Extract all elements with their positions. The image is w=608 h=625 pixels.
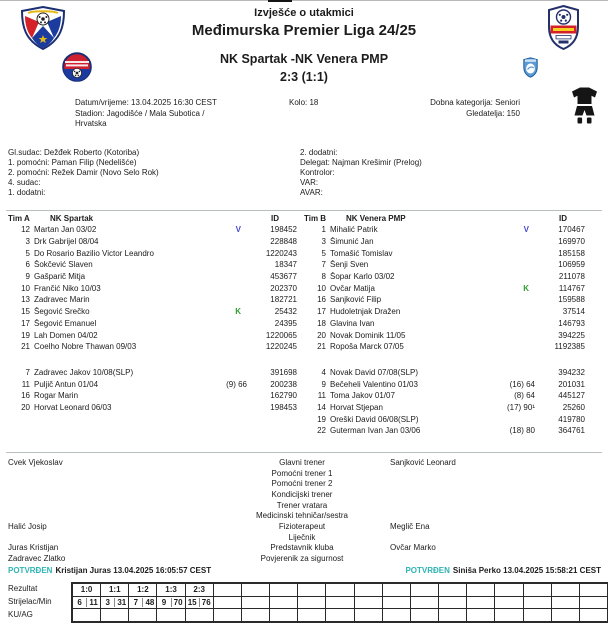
ku-ag-cell bbox=[495, 609, 523, 621]
player-id: 394232 bbox=[558, 367, 585, 377]
result-cell bbox=[242, 584, 270, 596]
player-row bbox=[304, 306, 585, 318]
match-datetime: Datum/vrijeme: 13.04.2025 16:30 CEST bbox=[75, 98, 217, 107]
ku-ag-cell bbox=[129, 609, 157, 621]
player-row bbox=[8, 329, 297, 341]
result-cell: 2:3 bbox=[186, 584, 214, 596]
player-number: 18 bbox=[317, 318, 326, 328]
goal-minute: 76 bbox=[199, 598, 213, 607]
grid-row-scorer-min bbox=[73, 597, 607, 610]
player-row bbox=[304, 329, 585, 341]
player-name: Ovčar Matija bbox=[330, 283, 375, 293]
player-id: 114767 bbox=[558, 283, 585, 293]
away-confirmation-status: POTVRĐEN bbox=[405, 566, 450, 575]
scorer-min-cell bbox=[495, 597, 523, 609]
ku-ag-cell bbox=[383, 609, 411, 621]
player-number: 16 bbox=[317, 295, 326, 305]
player-number: 19 bbox=[317, 414, 326, 424]
player-id: 364761 bbox=[558, 426, 585, 436]
player-number: 15 bbox=[21, 307, 30, 317]
goal-minute: 31 bbox=[114, 598, 128, 607]
player-name: Bečeheli Valentino 01/03 bbox=[330, 379, 418, 389]
staff-row bbox=[8, 500, 600, 511]
official-additional-2: 2. dodatni: bbox=[300, 148, 338, 157]
substitution-info: (18) 80 bbox=[509, 426, 535, 436]
player-name: Novak David 07/08(SLP) bbox=[330, 367, 419, 377]
result-cell bbox=[524, 584, 552, 596]
staff-role-label: Fizioterapeut bbox=[278, 521, 326, 531]
player-name: Zadravec Jakov 10/08(SLP) bbox=[34, 367, 134, 377]
official-additional-1: 1. dodatni: bbox=[8, 188, 46, 197]
staff-name-team-a: Cvek Vjekoslav bbox=[8, 457, 63, 467]
staff-role-label: Pomoćni trener 1 bbox=[271, 468, 333, 478]
staff-row bbox=[8, 457, 600, 468]
player-name: Do Rosario Bazilio Victor Leandro bbox=[34, 248, 154, 258]
scorer-min-cell bbox=[157, 597, 185, 609]
ku-ag-cell bbox=[355, 609, 383, 621]
category-attendance-block bbox=[430, 98, 520, 119]
player-id: 201031 bbox=[558, 379, 585, 389]
ku-ag-cell bbox=[524, 609, 552, 621]
official-avar: AVAR: bbox=[300, 188, 323, 197]
player-row bbox=[304, 282, 585, 294]
official-var: VAR: bbox=[300, 178, 319, 187]
player-name: Glavina Ivan bbox=[330, 318, 375, 328]
player-id: 146793 bbox=[558, 318, 585, 328]
result-cell: 1:3 bbox=[157, 584, 185, 596]
staff-row bbox=[8, 521, 600, 532]
match-stadium: Stadion: Jagodišće / Mala Subotica / Hrvatska bbox=[75, 108, 205, 128]
player-name: Oreški David 06/08(SLP) bbox=[330, 414, 419, 424]
team-a-header bbox=[8, 212, 297, 224]
staff-row bbox=[8, 468, 600, 479]
captain-goalkeeper-badge: K bbox=[235, 307, 241, 317]
player-name: Šegović Emanuel bbox=[34, 318, 97, 328]
scorer-min-cell bbox=[439, 597, 467, 609]
scorer-number: 3 bbox=[105, 597, 110, 607]
staff-section bbox=[8, 457, 600, 564]
staff-name-team-b: Sanjković Leonard bbox=[390, 457, 456, 467]
player-row bbox=[8, 271, 297, 283]
team-a-starters bbox=[8, 224, 297, 353]
home-confirmation bbox=[8, 566, 211, 575]
player-name: Horvat Leonard 06/03 bbox=[34, 402, 112, 412]
top-divider-mark bbox=[268, 0, 292, 2]
player-name: Toma Jakov 01/07 bbox=[330, 391, 395, 401]
player-row bbox=[8, 236, 297, 248]
divider bbox=[6, 210, 602, 211]
player-row bbox=[304, 367, 585, 379]
team-b-name: NK Venera PMP bbox=[346, 213, 406, 223]
player-number: 21 bbox=[21, 342, 30, 352]
scorer-number: 15 bbox=[187, 597, 197, 607]
player-row bbox=[304, 425, 585, 437]
scorer-min-cell bbox=[524, 597, 552, 609]
player-row bbox=[304, 378, 585, 390]
substitution-info: (17) 90¹ bbox=[506, 402, 535, 412]
player-name: Šegović Srečko bbox=[34, 307, 90, 317]
player-number: 20 bbox=[21, 402, 30, 412]
player-row bbox=[8, 247, 297, 259]
player-number: 22 bbox=[317, 426, 326, 436]
team-b-table bbox=[304, 212, 585, 437]
player-number: 13 bbox=[21, 295, 30, 305]
scorer-min-cell bbox=[242, 597, 270, 609]
result-cell bbox=[495, 584, 523, 596]
result-cell bbox=[270, 584, 298, 596]
scorer-number: 6 bbox=[77, 597, 82, 607]
player-number: 1 bbox=[321, 225, 326, 235]
scorer-min-cell bbox=[580, 597, 607, 609]
staff-name-team-a: Juras Kristijan bbox=[8, 543, 59, 553]
player-id: 25260 bbox=[562, 402, 585, 412]
player-id: 198453 bbox=[270, 402, 297, 412]
player-row bbox=[304, 318, 585, 330]
attendance: Gledatelja: 150 bbox=[466, 108, 520, 118]
player-row bbox=[8, 378, 297, 390]
player-id: 453677 bbox=[270, 272, 297, 282]
player-name: Novak Dominik 11/05 bbox=[330, 330, 406, 340]
match-round: Kolo: 18 bbox=[289, 98, 319, 107]
goal-minute: 70 bbox=[171, 598, 185, 607]
staff-row bbox=[8, 553, 600, 564]
team-a-table bbox=[8, 212, 297, 413]
home-confirmation-status: POTVRĐEN bbox=[8, 566, 53, 575]
divider bbox=[6, 452, 602, 453]
player-number: 5 bbox=[321, 248, 326, 258]
score-grid-labels bbox=[8, 582, 52, 621]
player-row bbox=[8, 341, 297, 353]
player-name: Guterman Ivan Jan 03/06 bbox=[330, 426, 421, 436]
result-cell bbox=[355, 584, 383, 596]
scorer-min-cell bbox=[552, 597, 580, 609]
player-name: Horvat Stjepan bbox=[330, 402, 383, 412]
player-number: 11 bbox=[317, 391, 326, 401]
result-cell bbox=[383, 584, 411, 596]
captain-goalkeeper-badge: K bbox=[523, 283, 529, 293]
team-b-label: Tim B bbox=[304, 213, 327, 223]
match-title: NK Spartak -NK Venera PMP bbox=[219, 52, 389, 66]
player-row bbox=[304, 247, 585, 259]
ku-ag-cell bbox=[242, 609, 270, 621]
staff-role-label: Pomoćni trener 2 bbox=[271, 479, 333, 489]
player-name: Drk Gabrijel 08/04 bbox=[34, 237, 99, 247]
official-assistant-1: 1. pomoćni: Paman Filip (Nedelišće) bbox=[8, 158, 137, 167]
player-number: 3 bbox=[25, 237, 30, 247]
result-cell bbox=[298, 584, 326, 596]
player-row bbox=[304, 390, 585, 402]
ku-ag-cell bbox=[270, 609, 298, 621]
official-assistant-2: 2. pomoćni: Režek Damir (Novo Selo Rok) bbox=[8, 168, 159, 177]
player-number: 8 bbox=[321, 272, 326, 282]
player-number: 10 bbox=[317, 283, 326, 293]
ku-ag-cell bbox=[411, 609, 439, 621]
player-id: 228848 bbox=[270, 237, 297, 247]
scorer-min-cell bbox=[298, 597, 326, 609]
player-row bbox=[304, 294, 585, 306]
player-id: 106959 bbox=[558, 260, 585, 270]
scorer-min-cell bbox=[467, 597, 495, 609]
player-number: 9 bbox=[25, 272, 30, 282]
report-title: Izvješće o utakmici bbox=[254, 7, 354, 19]
ku-ag-cell bbox=[298, 609, 326, 621]
scorer-min-cell bbox=[101, 597, 129, 609]
staff-row bbox=[8, 543, 600, 554]
player-id: 419780 bbox=[558, 414, 585, 424]
player-name: Frančić Niko 10/03 bbox=[34, 283, 101, 293]
ku-ag-cell bbox=[101, 609, 129, 621]
player-name: Ropoša Marck 07/05 bbox=[330, 342, 404, 352]
scorer-min-cell bbox=[214, 597, 242, 609]
official-fourth: 4. sudac: bbox=[8, 178, 41, 187]
age-category: Dobna kategorija: Seniori bbox=[430, 98, 520, 107]
player-row bbox=[8, 390, 297, 402]
player-row bbox=[8, 259, 297, 271]
player-id: 211078 bbox=[558, 272, 585, 282]
player-id: 37514 bbox=[562, 307, 585, 317]
result-cell: 1:2 bbox=[129, 584, 157, 596]
staff-role-label: Medicinski tehničar/sestra bbox=[255, 511, 349, 521]
ku-ag-cell bbox=[439, 609, 467, 621]
goal-minute: 11 bbox=[86, 598, 100, 607]
staff-role-label: Liječnik bbox=[288, 532, 316, 542]
team-a-id-header: ID bbox=[271, 213, 279, 223]
scorer-min-cell bbox=[326, 597, 354, 609]
ku-ag-cell bbox=[214, 609, 242, 621]
ku-ag-cell bbox=[73, 609, 101, 621]
player-id: 18347 bbox=[274, 260, 297, 270]
result-cell bbox=[552, 584, 580, 596]
player-number: 21 bbox=[317, 342, 326, 352]
ku-ag-cell bbox=[580, 609, 607, 621]
scorer-min-cell bbox=[129, 597, 157, 609]
player-number: 7 bbox=[321, 260, 326, 270]
player-number: 12 bbox=[21, 225, 30, 235]
kit-icon bbox=[571, 87, 598, 124]
captain-goalkeeper-badge: V bbox=[523, 225, 529, 235]
team-a-substitutes bbox=[8, 367, 297, 414]
player-number: 17 bbox=[317, 307, 326, 317]
player-row bbox=[8, 402, 297, 414]
result-cell bbox=[439, 584, 467, 596]
result-cell bbox=[467, 584, 495, 596]
result-cell bbox=[580, 584, 607, 596]
score-progression-grid bbox=[71, 582, 608, 623]
league-title: Međimurska Premier Liga 24/25 bbox=[191, 22, 417, 39]
staff-role-label: Povjerenik za sigurnost bbox=[260, 554, 344, 564]
team-a-label: Tim A bbox=[8, 213, 30, 223]
match-info-block bbox=[75, 98, 237, 130]
player-id: 24395 bbox=[274, 318, 297, 328]
player-row bbox=[304, 413, 585, 425]
result-cell bbox=[326, 584, 354, 596]
scorer-min-cell bbox=[186, 597, 214, 609]
away-confirmation bbox=[405, 566, 601, 575]
player-number: 17 bbox=[21, 318, 30, 328]
scorer-min-cell bbox=[355, 597, 383, 609]
result-cell bbox=[214, 584, 242, 596]
team-b-starters bbox=[304, 224, 585, 353]
player-id: 162790 bbox=[270, 391, 297, 401]
player-name: Šopar Karlo 03/02 bbox=[330, 272, 395, 282]
player-id: 25432 bbox=[274, 307, 297, 317]
officials-left-column bbox=[8, 148, 159, 198]
player-name: Zadravec Marin bbox=[34, 295, 90, 305]
result-cell: 1:0 bbox=[73, 584, 101, 596]
player-id: 202370 bbox=[270, 283, 297, 293]
player-row bbox=[304, 402, 585, 414]
player-id: 169970 bbox=[558, 237, 585, 247]
scorer-min-cell bbox=[411, 597, 439, 609]
staff-name-team-b: Ovčar Marko bbox=[390, 543, 436, 553]
player-name: Lah Domen 04/02 bbox=[34, 330, 98, 340]
goal-minute: 48 bbox=[142, 598, 156, 607]
staff-role-label: Glavni trener bbox=[279, 457, 325, 467]
player-number: 20 bbox=[317, 330, 326, 340]
team-b-id-header: ID bbox=[559, 213, 567, 223]
player-id: 198452 bbox=[270, 225, 297, 235]
staff-name-team-a: Halić Josip bbox=[8, 521, 47, 531]
player-number: 9 bbox=[321, 379, 326, 389]
staff-name-team-a: Zadravec Zlatko bbox=[8, 554, 66, 564]
player-name: Hudoletnjak Dražen bbox=[330, 307, 401, 317]
grid-label-result: Rezultat bbox=[8, 584, 38, 593]
final-score: 2:3 (1:1) bbox=[280, 70, 328, 84]
player-number: 19 bbox=[21, 330, 30, 340]
player-row bbox=[8, 367, 297, 379]
substitution-info: (16) 64 bbox=[509, 379, 535, 389]
officials-right-column bbox=[300, 148, 422, 198]
player-name: Šimunić Jan bbox=[330, 237, 374, 247]
away-confirmation-by: Siniša Perko 13.04.2025 15:58:21 CEST bbox=[452, 566, 601, 575]
player-row bbox=[304, 236, 585, 248]
team-a-name: NK Spartak bbox=[50, 213, 94, 223]
player-id: 1220243 bbox=[265, 248, 297, 258]
result-cell bbox=[411, 584, 439, 596]
player-number: 3 bbox=[321, 237, 326, 247]
substitution-info: (9) 66 bbox=[226, 379, 247, 389]
staff-role-label: Predstavnik kluba bbox=[270, 543, 334, 553]
player-id: 1192385 bbox=[554, 342, 585, 352]
player-id: 200238 bbox=[270, 379, 297, 389]
official-delegate: Delegat: Najman Krešimir (Prelog) bbox=[300, 158, 422, 167]
player-id: 182721 bbox=[270, 295, 297, 305]
player-id: 445127 bbox=[558, 391, 585, 401]
captain-goalkeeper-badge: V bbox=[235, 225, 241, 235]
grid-label-ku-ag: KU/AG bbox=[8, 610, 33, 619]
player-name: Šokčević Slaven bbox=[34, 260, 93, 270]
player-number: 6 bbox=[25, 260, 30, 270]
scorer-number: 9 bbox=[161, 597, 167, 607]
staff-role-label: Trener vratara bbox=[276, 500, 328, 510]
player-name: Martan Jan 03/02 bbox=[34, 225, 97, 235]
player-number: 10 bbox=[21, 283, 30, 293]
ku-ag-cell bbox=[552, 609, 580, 621]
player-name: Tomašić Tomislav bbox=[330, 248, 393, 258]
player-id: 394225 bbox=[558, 330, 585, 340]
ku-ag-cell bbox=[186, 609, 214, 621]
player-id: 159588 bbox=[558, 295, 585, 305]
player-id: 185158 bbox=[558, 248, 585, 258]
home-confirmation-by: Kristijan Juras 13.04.2025 16:05:57 CEST bbox=[55, 566, 212, 575]
player-number: 7 bbox=[25, 367, 30, 377]
player-id: 1220065 bbox=[265, 330, 297, 340]
staff-row bbox=[8, 489, 600, 500]
player-id: 391698 bbox=[270, 367, 297, 377]
top-divider bbox=[0, 0, 608, 1]
ku-ag-cell bbox=[467, 609, 495, 621]
player-name: Rogar Marin bbox=[34, 391, 79, 401]
grid-label-scorer: Strijelac/Min bbox=[8, 597, 52, 606]
player-row bbox=[8, 224, 297, 236]
player-number: 4 bbox=[321, 367, 326, 377]
player-name: Coelho Nobre Thawan 09/03 bbox=[34, 342, 137, 352]
scorer-min-cell bbox=[383, 597, 411, 609]
player-number: 14 bbox=[317, 402, 326, 412]
ku-ag-cell bbox=[157, 609, 185, 621]
player-name: Gašparič Mitja bbox=[34, 272, 86, 282]
ku-ag-cell bbox=[326, 609, 354, 621]
player-name: Šenji Sven bbox=[330, 260, 369, 270]
result-cell: 1:1 bbox=[101, 584, 129, 596]
player-name: Sanjković Filip bbox=[330, 295, 382, 305]
scorer-number: 7 bbox=[133, 597, 139, 607]
player-number: 5 bbox=[25, 248, 30, 258]
player-row bbox=[8, 306, 297, 318]
player-name: Mihalić Patrik bbox=[330, 225, 378, 235]
player-row bbox=[304, 259, 585, 271]
player-id: 1220245 bbox=[265, 342, 297, 352]
player-row bbox=[304, 341, 585, 353]
staff-row bbox=[8, 478, 600, 489]
player-row bbox=[8, 318, 297, 330]
player-row bbox=[304, 271, 585, 283]
official-referee: Gl.sudac: Dežđek Roberto (Kotoriba) bbox=[8, 148, 140, 157]
staff-role-label: Kondicijski trener bbox=[271, 489, 333, 499]
player-row bbox=[8, 294, 297, 306]
substitution-info: (8) 64 bbox=[514, 391, 535, 401]
official-controller: Kontrolor: bbox=[300, 168, 335, 177]
staff-row bbox=[8, 532, 600, 543]
scorer-min-cell bbox=[73, 597, 101, 609]
player-row bbox=[8, 282, 297, 294]
player-number: 11 bbox=[21, 379, 30, 389]
team-b-substitutes bbox=[304, 367, 585, 437]
player-number: 16 bbox=[21, 391, 30, 401]
staff-name-team-b: Meglič Ena bbox=[390, 521, 430, 531]
staff-row bbox=[8, 510, 600, 521]
grid-row-ku-ag bbox=[73, 609, 607, 621]
player-name: Puljič Antun 01/04 bbox=[34, 379, 99, 389]
player-row bbox=[304, 224, 585, 236]
grid-row-result bbox=[73, 584, 607, 597]
team-b-header bbox=[304, 212, 585, 224]
scorer-min-cell bbox=[270, 597, 298, 609]
player-id: 170467 bbox=[558, 225, 585, 235]
